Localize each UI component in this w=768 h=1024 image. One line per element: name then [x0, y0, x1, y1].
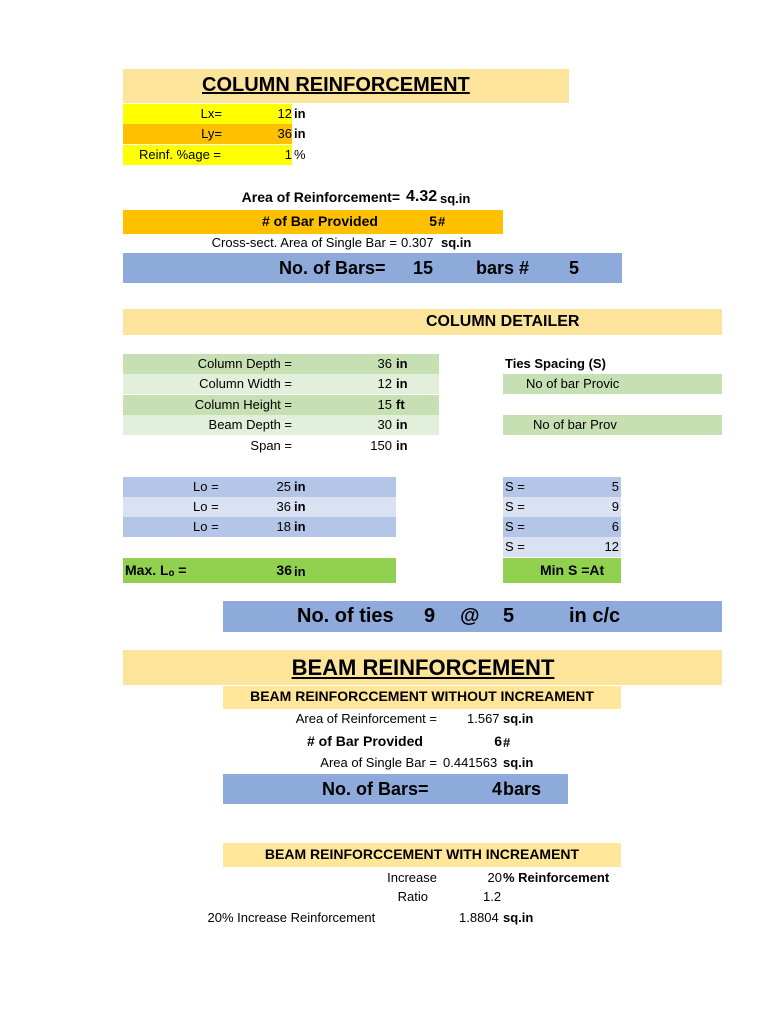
bars-hash-value: 5: [569, 258, 580, 278]
max-lo-value: 36: [276, 562, 292, 578]
detail-value: 12: [377, 376, 392, 391]
lo-unit: in: [294, 479, 306, 494]
lo-unit: in: [294, 519, 306, 534]
ties-row-1: No of bar Provic: [526, 376, 620, 391]
detailer-title-band: [123, 309, 722, 335]
beam-no-bars-value: 4: [491, 779, 502, 799]
ties-at: @: [460, 605, 480, 627]
beam-single-bar-unit: sq.in: [503, 755, 534, 770]
beam-bar-provided-value[interactable]: 6: [494, 733, 502, 749]
s-label: S =: [505, 499, 525, 514]
ly-label: Ly=: [201, 126, 222, 141]
lo-value: 18: [276, 519, 291, 534]
lo-label: Lo =: [193, 519, 219, 534]
ties-unit: in c/c: [569, 605, 621, 627]
detail-value: 150: [370, 438, 392, 453]
bar-provided-unit: #: [438, 214, 446, 229]
detail-unit: in: [396, 356, 408, 371]
detail-label: Column Height =: [194, 397, 292, 412]
column-title: COLUMN REINFORCEMENT: [202, 74, 470, 96]
reinf-value[interactable]: 1: [284, 147, 292, 162]
single-bar-value: 0.307: [401, 235, 434, 250]
lo-label: Lo =: [193, 479, 219, 494]
increase-value: 20: [487, 870, 502, 885]
no-bars-label: No. of Bars=: [279, 258, 386, 278]
increase-label: Increase: [387, 870, 437, 885]
ly-unit: in: [294, 126, 306, 141]
s-value: 9: [611, 499, 619, 514]
detail-unit: ft: [396, 397, 405, 412]
detail-unit: in: [396, 417, 408, 432]
bars-hash-label: bars #: [476, 258, 530, 278]
ties-spacing: 5: [503, 605, 515, 627]
lo-label: Lo =: [193, 499, 219, 514]
beam-title: BEAM REINFORCEMENT: [291, 655, 555, 680]
lx-value[interactable]: 12: [277, 106, 292, 121]
detail-value: 36: [377, 356, 392, 371]
detail-unit: in: [396, 438, 408, 453]
area-unit: sq.in: [440, 191, 471, 206]
ties-spacing-label: Ties Spacing (S): [505, 356, 606, 371]
single-bar-label: Cross-sect. Area of Single Bar =: [211, 235, 397, 250]
s-value: 6: [611, 519, 619, 534]
detail-label: Beam Depth =: [208, 417, 292, 432]
s-label: S =: [505, 519, 525, 534]
beam-with-title: BEAM REINFORCCEMENT WITH INCREAMENT: [264, 846, 580, 862]
s-label: S =: [505, 479, 525, 494]
bar-provided-value[interactable]: 5: [429, 213, 437, 229]
min-s-label: Min S =At: [540, 562, 605, 578]
detail-value: 30: [377, 417, 392, 432]
beam-without-title: BEAM REINFORCCEMENT WITHOUT INCREAMENT: [250, 688, 594, 704]
increase-unit: % Reinforcement: [503, 870, 610, 885]
single-bar-unit: sq.in: [441, 235, 472, 250]
detail-label: Column Width =: [199, 376, 292, 391]
ly-value[interactable]: 36: [277, 126, 292, 141]
max-lo-label: Max. Lₒ =: [125, 562, 187, 578]
lx-unit: in: [294, 106, 306, 121]
beam-single-bar-value: 0.441563: [443, 755, 498, 770]
area-label: Area of Reinforcement=: [241, 189, 400, 205]
ties-count: 9: [424, 605, 436, 627]
s-value: 12: [604, 539, 619, 554]
max-lo-unit: in: [294, 564, 306, 579]
beam-no-bars-unit: bars: [503, 779, 542, 799]
detail-label: Span =: [250, 438, 292, 453]
inc-reinf-label: % Increase Reinforcement: [222, 910, 376, 925]
detail-value: 15: [377, 397, 392, 412]
no-bars-value: 15: [413, 258, 434, 278]
ties-row-2: No of bar Prov: [533, 417, 617, 432]
beam-area-value: 1.567: [467, 711, 500, 726]
beam-bar-provided-unit: #: [503, 735, 511, 750]
ties-label: No. of ties: [297, 605, 394, 627]
reinf-unit: %: [294, 147, 306, 162]
area-value: 4.32: [406, 188, 438, 205]
bar-provided-label: # of Bar Provided: [262, 213, 378, 229]
beam-bar-provided-label: # of Bar Provided: [307, 733, 423, 749]
s-label: S =: [505, 539, 525, 554]
lo-value: 36: [276, 499, 291, 514]
lo-value: 25: [276, 479, 291, 494]
lx-label: Lx=: [200, 106, 222, 121]
beam-area-unit: sq.in: [503, 711, 534, 726]
detailer-title: COLUMN DETAILER: [426, 313, 580, 330]
detail-label: Column Depth =: [197, 356, 292, 371]
beam-single-bar-label: Area of Single Bar =: [320, 755, 437, 770]
ratio-value: 1.2: [483, 889, 502, 904]
inc-reinf-unit: sq.in: [503, 910, 534, 925]
inc-reinf-pct: 20: [207, 910, 222, 925]
lo-unit: in: [294, 499, 306, 514]
s-value: 5: [611, 479, 619, 494]
inc-reinf-value: 1.8804: [459, 910, 499, 925]
ratio-label: Ratio: [397, 889, 428, 904]
detail-unit: in: [396, 376, 408, 391]
beam-area-label: Area of Reinforcement =: [295, 711, 437, 726]
beam-no-bars-label: No. of Bars=: [322, 779, 429, 799]
reinf-label: Reinf. %age =: [139, 147, 222, 162]
